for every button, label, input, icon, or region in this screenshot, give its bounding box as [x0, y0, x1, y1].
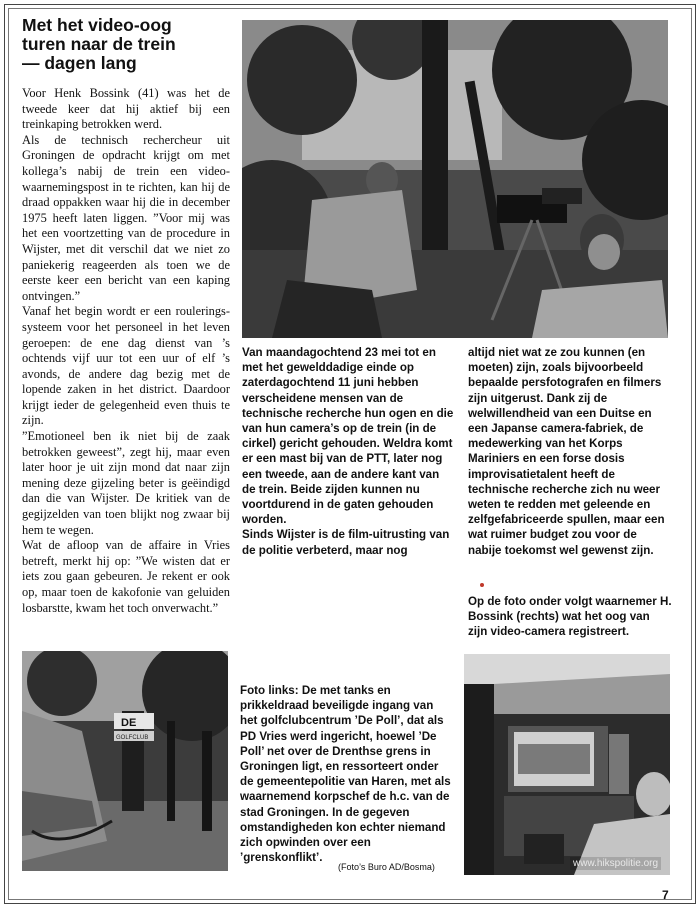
- paragraph: Voor Henk Bossink (41) was het de tweede keer dat hij aktief bij een treinkaping betrokken werd.: [22, 86, 230, 132]
- paragraph: Sinds Wijster is de film-uitrusting van de politie verbeterd, maar nog: [242, 528, 450, 557]
- paragraph: altijd niet wat ze zou kunnen (en moeten) zijn, zoals bijvoorbeeld bepaalde persfotografen en filmers zijn uitgerust. Dank zij de welwillendheid van een Duitse en een Japanse camera-fabriek, de medewerking van het Korps Mariniers en een forse dosis improvisatietalent heeft de technische recherche zich nu weer weten te redden met geleende en zelfgefabriceerde spullen, maar een wat ruimer budget zou voor de nabije toekomst wel gewenst zijn.: [468, 346, 665, 557]
- left-column-text: [22, 86, 230, 616]
- paragraph: Wat de afloop van de affaire in Vries betreft, merkt hij op: ”We wisten dat er iets zou gaan gebeuren. Je rekent er ook op, maar toen de kakofonie van geluiden losbarstte, kwam het toch onverwacht.”: [22, 538, 230, 615]
- paragraph: Van maandagochtend 23 mei tot en met het gewelddadige einde op zaterdagochtend 11 juni hebben verscheidene mensen van de technische recherche hun ogen en die van hun camera’s op de trein (in de cirkel) gericht gehouden. Weldra komt er een mast bij van de PTT, later nog een tweede, aan de andere kant van de trein. Beide zijden kunnen nu voortdurend in de gaten gehouden worden.: [242, 346, 454, 527]
- headline-line: — dagen lang: [22, 53, 137, 73]
- headline-line: Met het video-oog: [22, 15, 172, 35]
- sign-subtext: GOLFCLUB: [116, 735, 149, 741]
- photo-caption: Foto links: De met tanks en prikkeldraad beveiligde ingang van het golfclubcentrum ’De Poll’, dat als PD Vries werd ingericht, hoewel ’De Poll’ net over de Drenthse grens in Groningen ligt, en ressorteert onder de gemeentepolitie van Haren, met als waarnemend korpschef de h.c. van de stad Groningen. In de gegeven omstandigheden kon echter niemand zich opwinden over een ’grenskonflikt’.: [240, 684, 451, 865]
- sign-text: DE: [121, 717, 137, 729]
- right-column-text: [468, 345, 672, 558]
- photo-note: Op de foto onder volgt waarnemer H. Bossink (rechts) wat het oog van zijn video-camera registreert.: [468, 595, 672, 639]
- paragraph: Als de technisch rechercheur uit Groningen de opdracht krijgt om met kollega’s nabij de trein een video-waarnemingspost in te richten, kan hij de draad oppakken waar hij die in december 1975 heeft laten liggen. ”Voor mij was het een voortzetting van de procedure in Wijster, met dit verschil dat we niet zo paniekerig reageerden als toen we de eerste keer een bericht van een kaping ontvingen.”: [22, 132, 230, 303]
- paragraph: ”Emotioneel ben ik niet bij de zaak betrokken geweest”, zegt hij, maar even later hoor je uit zijn mond dat naar zijn mening deze gijzeling beter is geëindigd dan die van Wijster. De kritiek van de gegijzelden van toen blijkt nog zwaar bij hem te wegen.: [22, 429, 230, 537]
- photo-camera-post: [242, 20, 668, 338]
- headline-line: turen naar de trein: [22, 34, 176, 54]
- photo-golfclub-entrance: [22, 651, 228, 871]
- page-number: 7: [662, 888, 669, 902]
- photo-credit: (Foto’s Buro AD/Bosma): [338, 862, 435, 872]
- watermark: www.hikspolitie.org: [570, 857, 661, 870]
- decorative-dot: [480, 583, 484, 587]
- middle-column-text: [242, 345, 454, 558]
- paragraph: Vanaf het begin wordt er een roulerings-systeem voor het personeel in het leven geroepen: de ene dag dienst van ’s ochtends vijf uur tot een uur of elf ’s avonds, de andere dag bezig met de lopende zaken in het district. Daardoor krijgt ieder de gelegenheid even thuis te zijn.: [22, 304, 230, 428]
- photo-video-monitor: [464, 654, 670, 875]
- article-headline: [22, 16, 237, 73]
